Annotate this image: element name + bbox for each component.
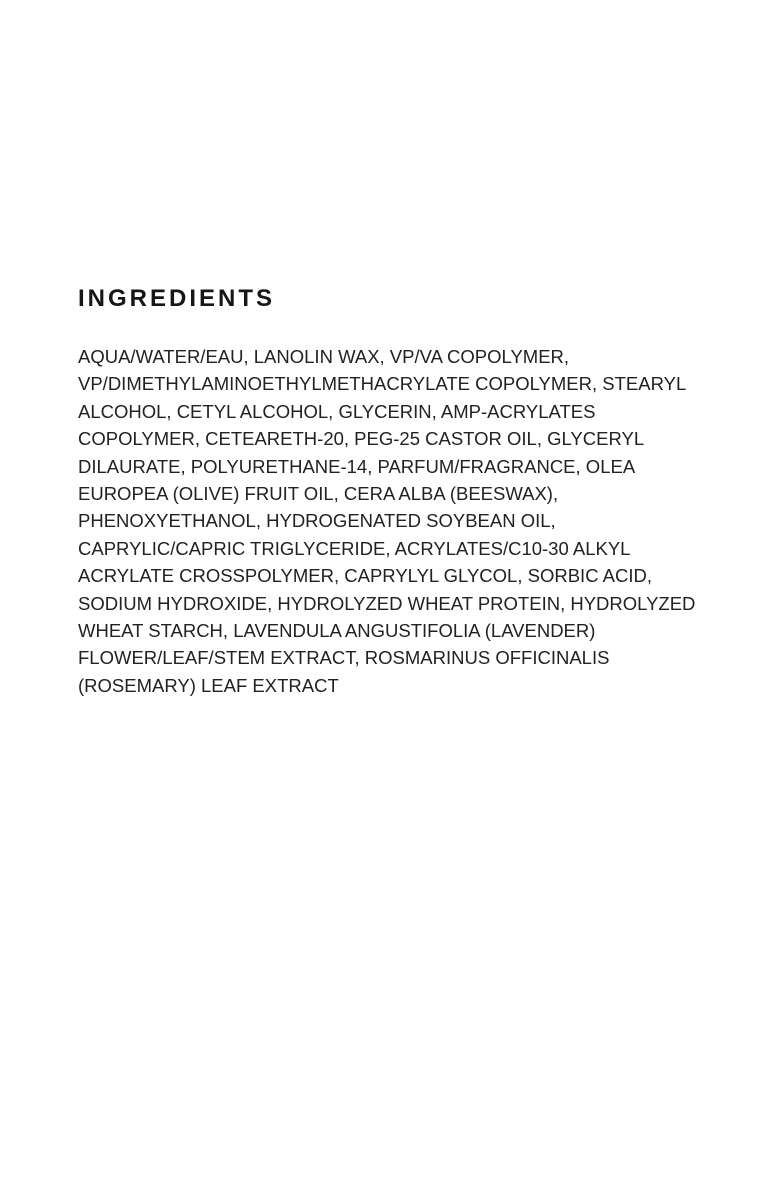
ingredients-text: AQUA/WATER/EAU, LANOLIN WAX, VP/VA COPOLYMER, VP/DIMETHYLAMINOETHYLMETHACRYLATE COPOLYMER, STEARYL ALCOHOL, CETYL ALCOHOL, GLYCERIN, AMP-ACRYLATES COPOLYMER, CETEARETH-20, PEG-25 CASTOR OIL, GLYCERYL DILAURATE, POLYURETHANE-14, PARFUM/FRAGRANCE, OLEA EUROPEA (OLIVE) FRUIT OIL, CERA ALBA (BEESWAX), PHENOXYETHANOL, HYDROGENATED SOYBEAN OIL, CAPRYLIC/CAPRIC TRIGLYCERIDE, ACRYLATES/C10-30 ALKYL ACRYLATE CROSSPOLYMER, CAPRYLYL GLYCOL, SORBIC ACID, SODIUM HYDROXIDE, HYDROLYZED WHEAT PROTEIN, HYDROLYZED WHEAT STARCH, LAVENDULA ANGUSTIFOLIA (LAVENDER) FLOWER/LEAF/STEM EXTRACT, ROSMARINUS OFFICINALIS (ROSEMARY) LEAF EXTRACT: [78, 346, 696, 696]
ingredients-section: [78, 287, 703, 699]
ingredients-heading: INGREDIENTS: [78, 285, 276, 312]
